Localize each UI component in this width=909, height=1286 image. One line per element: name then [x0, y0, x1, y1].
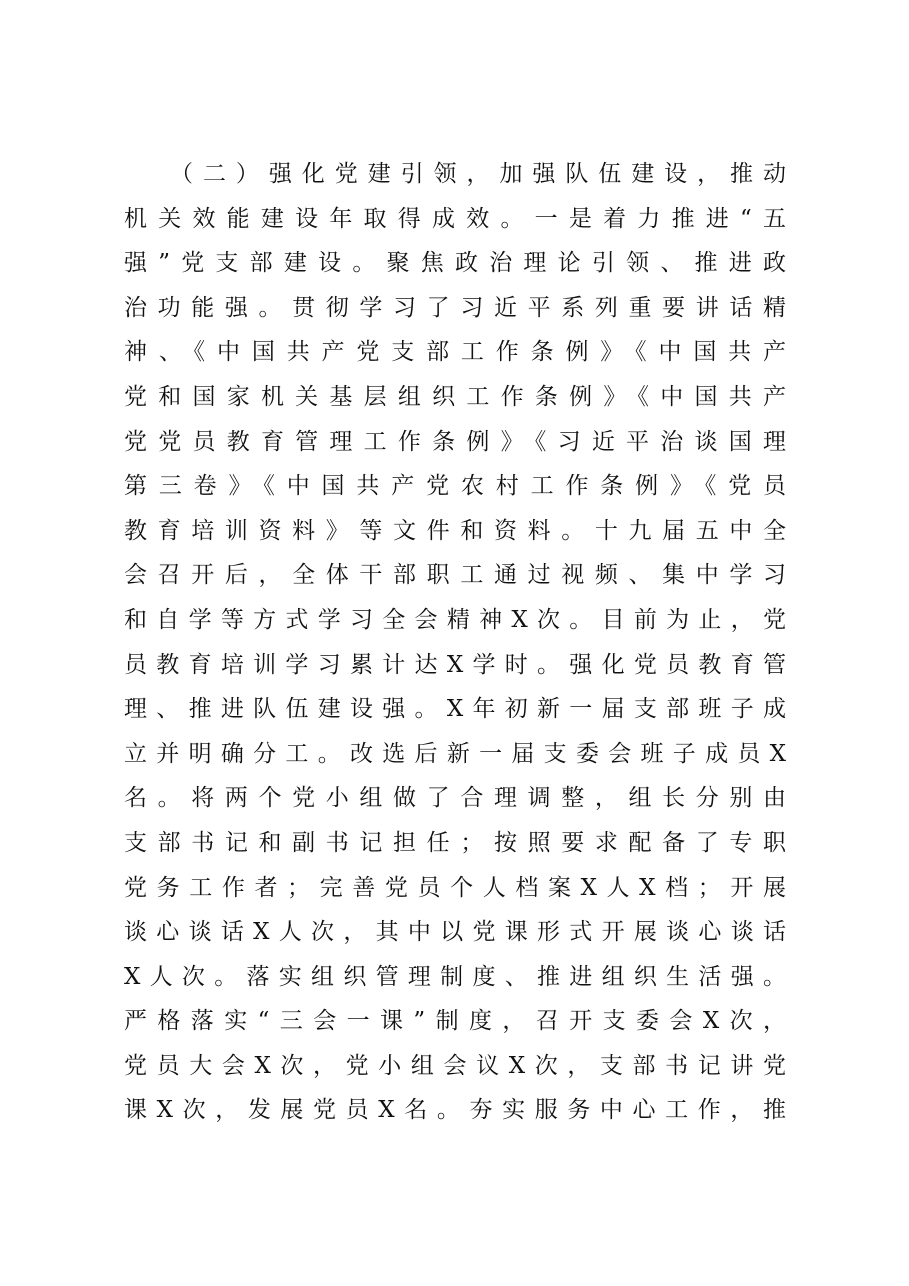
text-line: 党员大会X次，党小组会议X次，支部书记讲党	[124, 1052, 786, 1079]
text-line: X人次。落实组织管理制度、推进组织生活强。	[124, 963, 786, 990]
text-line: 谈心谈话X人次，其中以党课形式开展谈心谈话	[124, 919, 786, 946]
text-line: 课X次，发展党员X名。夯实服务中心工作，推	[124, 1097, 786, 1124]
text-line: 党和国家机关基层组织工作条例》《中国共产	[124, 383, 786, 410]
text-line: 党党员教育管理工作条例》《习近平治谈国理	[124, 428, 786, 455]
text-line: 教育培训资料》等文件和资料。十九届五中全	[124, 517, 786, 544]
text-line: 党务工作者；完善党员个人档案X人X档；开展	[124, 874, 786, 901]
text-line: 治功能强。贯彻学习了习近平系列重要讲话精	[124, 294, 786, 321]
text-line: （二）强化党建引领，加强队伍建设，推动	[170, 161, 786, 187]
text-line: 第三卷》《中国共产党农村工作条例》《党员	[124, 473, 786, 500]
text-line: 支部书记和副书记担任；按照要求配备了专职	[124, 829, 786, 856]
text-line: 会召开后，全体干部职工通过视频、集中学习	[124, 562, 786, 589]
text-line: 强”党支部建设。聚焦政治理论引领、推进政	[124, 250, 786, 277]
body-paragraph	[124, 152, 786, 1133]
text-line: 严格落实“三会一课”制度，召开支委会X次，	[124, 1008, 786, 1035]
text-line: 立并明确分工。改选后新一届支委会班子成员X	[124, 740, 786, 767]
text-line: 和自学等方式学习全会精神X次。目前为止，党	[124, 606, 786, 633]
text-line: 神、《中国共产党支部工作条例》《中国共产	[124, 339, 786, 366]
text-line: 员教育培训学习累计达X学时。强化党员教育管	[124, 651, 786, 678]
text-line: 机关效能建设年取得成效。一是着力推进“五	[124, 205, 786, 232]
text-line: 名。将两个党小组做了合理调整，组长分别由	[124, 785, 786, 812]
text-line: 理、推进队伍建设强。X年初新一届支部班子成	[124, 696, 786, 723]
